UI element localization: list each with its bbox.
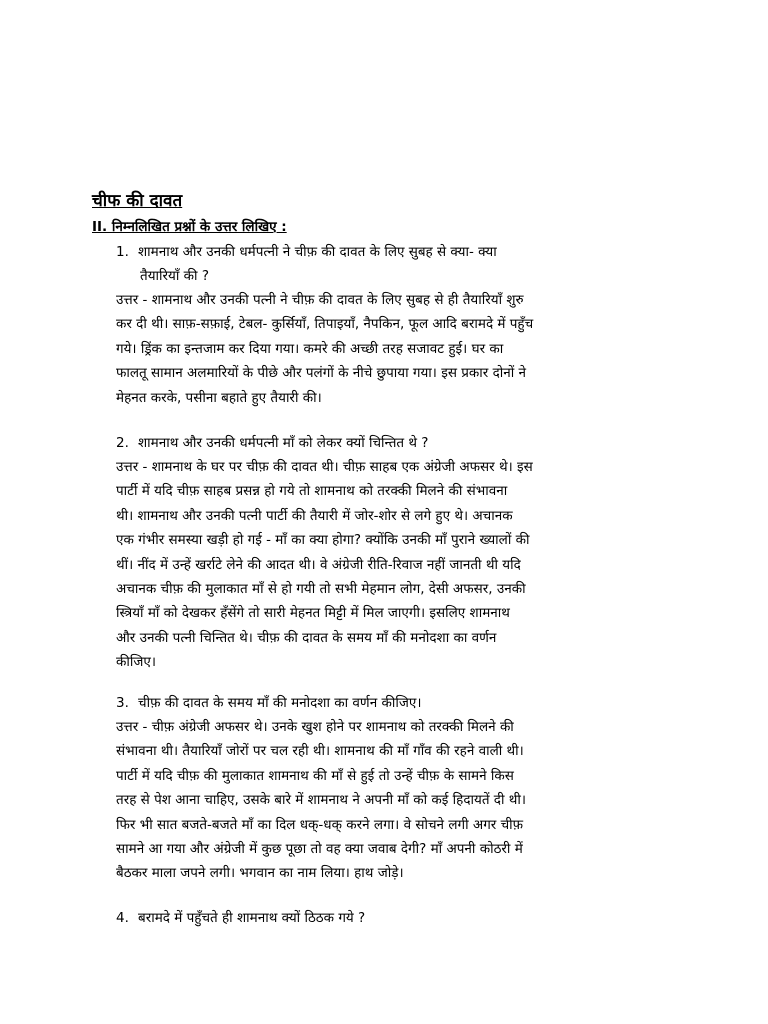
answer-line: थी। शामनाथ और उनकी पत्नी पार्टी की तैयारी में जोर-शोर से लगे हुए थे। अचानक	[116, 507, 513, 524]
answer-line: थीं। नींद में उन्हें खर्राटे लेने की आदत थी। वे अंग्रेजी रीति-रिवाज नहीं जानती थी यदि	[116, 556, 521, 573]
question-3	[116, 691, 676, 715]
answer-line: उत्तर - शामनाथ के घर पर चीफ़ की दावत थी। चीफ़ साहब एक अंग्रेजी अफसर थे। इस	[116, 459, 533, 475]
answer-line: सामने आ गया और अंग्रेजी में कुछ पूछा तो वह क्या जवाब देगी? माँ अपनी कोठरी में	[116, 840, 523, 857]
question-text-continued: तैयारियाँ की ?	[140, 268, 209, 285]
answer-line: बैठकर माला जपने लगी। भगवान का नाम लिया। हाथ जोड़े।	[116, 865, 404, 882]
answer-line: कर दी थी। साफ़-सफ़ाई, टेबल- कुर्सियाँ, तिपाइयाँ, नैपकिन, फूल आदि बरामदे में पहुँच	[116, 316, 534, 333]
question-number: 2.	[116, 435, 129, 451]
instruction-heading: II. निम्नलिखित प्रश्नों के उत्तर लिखिए :	[92, 219, 287, 235]
question-number: 3.	[116, 695, 129, 711]
answer-line: फालतू सामान अलमारियों के पीछे और पलंगों के नीचे छुपाया गया। इस प्रकार दोनों ने	[116, 365, 527, 382]
question-text: शामनाथ और उनकी धर्मपत्नी ने चीफ़ की दावत के लिए सुबह से क्या- क्या	[138, 244, 497, 260]
question-1	[116, 240, 676, 264]
answer-line: उत्तर - शामनाथ और उनकी पत्नी ने चीफ़ की दावत के लिए सुबह से ही तैयारियाँ शुरु	[116, 292, 524, 308]
answer-line: कीजिए।	[116, 654, 156, 671]
answer-block-2	[116, 455, 676, 675]
question-2	[116, 431, 676, 455]
question-number: 4.	[116, 910, 129, 926]
document-title: चीफ की दावत	[92, 191, 183, 211]
answer-line: संभावना थी। तैयारियाँ जोरों पर चल रही थी। शामनाथ की माँ गाँव की रहने वाली थी।	[116, 743, 524, 760]
question-block-3	[116, 691, 676, 715]
answer-line: उत्तर - चीफ़ अंग्रेजी अफसर थे। उनके खुश होने पर शामनाथ को तरक्की मिलने की	[116, 719, 514, 735]
answer-block-3	[116, 715, 676, 886]
answer-line: स्त्रियाँ माँ को देखकर हँसेंगे तो सारी मेहनत मिट्टी में मिल जाएगी। इसलिए शामनाथ	[116, 605, 510, 622]
answer-line: मेहनत करके, पसीना बहाते हुए तैयारी की।	[116, 389, 322, 406]
question-block-1	[116, 240, 676, 289]
answer-line: पार्टी में यदि चीफ़ की मुलाकात शामनाथ की माँ से हुई तो उन्हें चीफ़ के सामने किस	[116, 767, 514, 784]
question-text: बरामदे में पहुँचते ही शामनाथ क्यों ठिठक गये ?	[138, 910, 366, 926]
question-4	[116, 906, 676, 930]
answer-block-1	[116, 288, 676, 410]
answer-line: गये। ड्रिंक का इन्तजाम कर दिया गया। कमरे की अच्छी तरह सजावट हुई। घर का	[116, 340, 504, 357]
answer-line: एक गंभीर समस्या खड़ी हो गई - माँ का क्या होगा? क्योंकि उनकी माँ पुराने ख्यालों की	[116, 532, 530, 549]
answer-line: फिर भी सात बजते-बजते माँ का दिल धक्-धक् करने लगा। वे सोचने लगी अगर चीफ़	[116, 816, 524, 833]
question-text: शामनाथ और उनकी धर्मपत्नी माँ को लेकर क्यों चिन्तित थे ?	[138, 435, 429, 451]
answer-line: अचानक चीफ़ की मुलाकात माँ से हो गयी तो सभी मेहमान लोग, देसी अफसर, उनकी	[116, 580, 526, 597]
answer-line: और उनकी पत्नी चिन्तित थे। चीफ़ की दावत के समय माँ की मनोदशा का वर्णन	[116, 629, 497, 646]
question-block-4	[116, 906, 676, 930]
answer-line: पार्टी में यदि चीफ़ साहब प्रसन्न हो गये तो शामनाथ को तरक्की मिलने की संभावना	[116, 483, 508, 500]
answer-line: तरह से पेश आना चाहिए, उसके बारे में शामनाथ ने अपनी माँ को कई हिदायतें दी थी।	[116, 792, 527, 809]
question-text: चीफ़ की दावत के समय माँ की मनोदशा का वर्णन कीजिए।	[138, 695, 422, 711]
question-block-2	[116, 431, 676, 455]
question-number: 1.	[116, 244, 129, 260]
